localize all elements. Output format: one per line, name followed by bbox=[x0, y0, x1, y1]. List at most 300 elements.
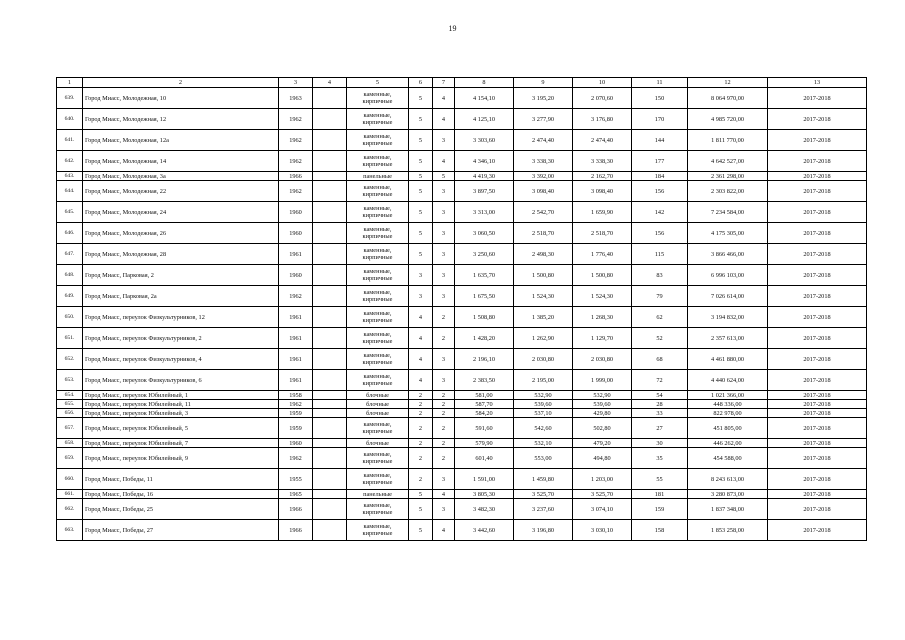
row-number-cell: 643. bbox=[57, 172, 83, 181]
floors-cell: 5 bbox=[409, 244, 433, 265]
entrances-cell: 3 bbox=[433, 244, 455, 265]
repair-cost-cell: 7 234 584,00 bbox=[688, 202, 768, 223]
wall-material-cell: панельные bbox=[347, 172, 409, 181]
total-area-cell: 3 060,50 bbox=[455, 223, 514, 244]
total-area-cell: 2 196,10 bbox=[455, 349, 514, 370]
col-4-cell bbox=[313, 448, 347, 469]
floors-cell: 4 bbox=[409, 307, 433, 328]
address-cell: Город Миасс, Победы, 16 bbox=[83, 490, 279, 499]
address-cell: Город Миасс, Молодежная, 12а bbox=[83, 130, 279, 151]
wall-material-cell: каменные, кирпичные bbox=[347, 469, 409, 490]
repair-cost-cell: 1 021 366,00 bbox=[688, 391, 768, 400]
year-built-cell: 1962 bbox=[279, 151, 313, 172]
entrances-cell: 2 bbox=[433, 328, 455, 349]
total-area-cell: 4 419,30 bbox=[455, 172, 514, 181]
entrances-cell: 4 bbox=[433, 88, 455, 109]
living-area-cell: 3 195,20 bbox=[514, 88, 573, 109]
floors-cell: 4 bbox=[409, 328, 433, 349]
residential-area-cell: 494,80 bbox=[573, 448, 632, 469]
total-area-cell: 581,00 bbox=[455, 391, 514, 400]
wall-material-cell: каменные, кирпичные bbox=[347, 109, 409, 130]
entrances-cell: 3 bbox=[433, 265, 455, 286]
table-row bbox=[57, 109, 867, 130]
total-area-cell: 584,20 bbox=[455, 409, 514, 418]
col-4-cell bbox=[313, 349, 347, 370]
col-4-cell bbox=[313, 400, 347, 409]
repair-period-cell: 2017-2018 bbox=[768, 349, 867, 370]
address-cell: Город Миасс, переулок Юбилейный, 7 bbox=[83, 439, 279, 448]
housing-register-table bbox=[56, 77, 867, 541]
total-area-cell: 579,90 bbox=[455, 439, 514, 448]
repair-period-cell: 2017-2018 bbox=[768, 265, 867, 286]
page-number: 19 bbox=[448, 24, 457, 33]
address-cell: Город Миасс, Победы, 25 bbox=[83, 499, 279, 520]
wall-material-cell: каменные, кирпичные bbox=[347, 499, 409, 520]
residential-area-cell: 1 659,90 bbox=[573, 202, 632, 223]
repair-period-cell: 2017-2018 bbox=[768, 490, 867, 499]
living-area-cell: 2 542,70 bbox=[514, 202, 573, 223]
total-area-cell: 1 635,70 bbox=[455, 265, 514, 286]
total-area-cell: 591,60 bbox=[455, 418, 514, 439]
col-4-cell bbox=[313, 520, 347, 541]
row-number-cell: 657. bbox=[57, 418, 83, 439]
column-header: 1 bbox=[57, 78, 83, 88]
wall-material-cell: каменные, кирпичные bbox=[347, 448, 409, 469]
entrances-cell: 3 bbox=[433, 223, 455, 244]
year-built-cell: 1960 bbox=[279, 223, 313, 244]
year-built-cell: 1960 bbox=[279, 202, 313, 223]
residents-cell: 62 bbox=[632, 307, 688, 328]
row-number-cell: 658. bbox=[57, 439, 83, 448]
row-number-cell: 641. bbox=[57, 130, 83, 151]
year-built-cell: 1961 bbox=[279, 244, 313, 265]
total-area-cell: 1 508,80 bbox=[455, 307, 514, 328]
repair-period-cell: 2017-2018 bbox=[768, 202, 867, 223]
entrances-cell: 4 bbox=[433, 520, 455, 541]
wall-material-cell: каменные, кирпичные bbox=[347, 151, 409, 172]
table-row bbox=[57, 286, 867, 307]
total-area-cell: 4 125,10 bbox=[455, 109, 514, 130]
address-cell: Город Миасс, Молодежная, 12 bbox=[83, 109, 279, 130]
residential-area-cell: 3 525,70 bbox=[573, 490, 632, 499]
row-number-cell: 654. bbox=[57, 391, 83, 400]
repair-period-cell: 2017-2018 bbox=[768, 418, 867, 439]
row-number-cell: 661. bbox=[57, 490, 83, 499]
residents-cell: 142 bbox=[632, 202, 688, 223]
repair-cost-cell: 2 357 613,00 bbox=[688, 328, 768, 349]
column-header: 8 bbox=[455, 78, 514, 88]
entrances-cell: 2 bbox=[433, 439, 455, 448]
repair-period-cell: 2017-2018 bbox=[768, 448, 867, 469]
entrances-cell: 3 bbox=[433, 349, 455, 370]
living-area-cell: 1 524,30 bbox=[514, 286, 573, 307]
total-area-cell: 3 303,60 bbox=[455, 130, 514, 151]
floors-cell: 5 bbox=[409, 172, 433, 181]
year-built-cell: 1961 bbox=[279, 349, 313, 370]
total-area-cell: 2 383,50 bbox=[455, 370, 514, 391]
total-area-cell: 3 250,60 bbox=[455, 244, 514, 265]
entrances-cell: 3 bbox=[433, 370, 455, 391]
total-area-cell: 1 675,50 bbox=[455, 286, 514, 307]
residential-area-cell: 2 162,70 bbox=[573, 172, 632, 181]
total-area-cell: 3 897,50 bbox=[455, 181, 514, 202]
wall-material-cell: каменные, кирпичные bbox=[347, 244, 409, 265]
row-number-cell: 650. bbox=[57, 307, 83, 328]
living-area-cell: 3 098,40 bbox=[514, 181, 573, 202]
living-area-cell: 2 498,30 bbox=[514, 244, 573, 265]
living-area-cell: 3 196,80 bbox=[514, 520, 573, 541]
repair-cost-cell: 2 361 298,00 bbox=[688, 172, 768, 181]
living-area-cell: 1 262,90 bbox=[514, 328, 573, 349]
floors-cell: 5 bbox=[409, 520, 433, 541]
repair-cost-cell: 3 866 466,00 bbox=[688, 244, 768, 265]
table-row bbox=[57, 448, 867, 469]
residential-area-cell: 479,20 bbox=[573, 439, 632, 448]
address-cell: Город Миасс, переулок Юбилейный, 3 bbox=[83, 409, 279, 418]
year-built-cell: 1963 bbox=[279, 88, 313, 109]
repair-period-cell: 2017-2018 bbox=[768, 181, 867, 202]
year-built-cell: 1962 bbox=[279, 130, 313, 151]
total-area-cell: 587,70 bbox=[455, 400, 514, 409]
residential-area-cell: 1 999,00 bbox=[573, 370, 632, 391]
repair-period-cell: 2017-2018 bbox=[768, 499, 867, 520]
repair-cost-cell: 451 805,00 bbox=[688, 418, 768, 439]
address-cell: Город Миасс, Парковая, 2 bbox=[83, 265, 279, 286]
residents-cell: 181 bbox=[632, 490, 688, 499]
year-built-cell: 1955 bbox=[279, 469, 313, 490]
residents-cell: 79 bbox=[632, 286, 688, 307]
entrances-cell: 2 bbox=[433, 400, 455, 409]
table-row bbox=[57, 439, 867, 448]
repair-period-cell: 2017-2018 bbox=[768, 370, 867, 391]
residents-cell: 177 bbox=[632, 151, 688, 172]
row-number-cell: 660. bbox=[57, 469, 83, 490]
living-area-cell: 3 392,00 bbox=[514, 172, 573, 181]
wall-material-cell: каменные, кирпичные bbox=[347, 88, 409, 109]
address-cell: Город Миасс, Молодежная, 14 bbox=[83, 151, 279, 172]
column-header: 9 bbox=[514, 78, 573, 88]
living-area-cell: 1 459,80 bbox=[514, 469, 573, 490]
address-cell: Город Миасс, Молодежная, 26 bbox=[83, 223, 279, 244]
floors-cell: 5 bbox=[409, 181, 433, 202]
repair-period-cell: 2017-2018 bbox=[768, 223, 867, 244]
year-built-cell: 1961 bbox=[279, 307, 313, 328]
wall-material-cell: каменные, кирпичные bbox=[347, 307, 409, 328]
residents-cell: 115 bbox=[632, 244, 688, 265]
entrances-cell: 4 bbox=[433, 151, 455, 172]
col-4-cell bbox=[313, 391, 347, 400]
repair-cost-cell: 1 853 258,00 bbox=[688, 520, 768, 541]
address-cell: Город Миасс, переулок Юбилейный, 1 bbox=[83, 391, 279, 400]
wall-material-cell: блочные bbox=[347, 400, 409, 409]
table-row bbox=[57, 202, 867, 223]
address-cell: Город Миасс, Молодежная, 3а bbox=[83, 172, 279, 181]
row-number-cell: 644. bbox=[57, 181, 83, 202]
entrances-cell: 2 bbox=[433, 307, 455, 328]
entrances-cell: 3 bbox=[433, 202, 455, 223]
table-row bbox=[57, 400, 867, 409]
entrances-cell: 2 bbox=[433, 409, 455, 418]
repair-cost-cell: 7 026 614,00 bbox=[688, 286, 768, 307]
total-area-cell: 3 805,30 bbox=[455, 490, 514, 499]
repair-cost-cell: 3 280 873,00 bbox=[688, 490, 768, 499]
address-cell: Город Миасс, переулок Физкультурников, 12 bbox=[83, 307, 279, 328]
living-area-cell: 2 474,40 bbox=[514, 130, 573, 151]
floors-cell: 3 bbox=[409, 265, 433, 286]
column-header: 12 bbox=[688, 78, 768, 88]
residents-cell: 27 bbox=[632, 418, 688, 439]
living-area-cell: 3 525,70 bbox=[514, 490, 573, 499]
floors-cell: 2 bbox=[409, 391, 433, 400]
row-number-cell: 647. bbox=[57, 244, 83, 265]
total-area-cell: 4 346,10 bbox=[455, 151, 514, 172]
floors-cell: 5 bbox=[409, 490, 433, 499]
residential-area-cell: 3 074,10 bbox=[573, 499, 632, 520]
living-area-cell: 532,10 bbox=[514, 439, 573, 448]
living-area-cell: 542,60 bbox=[514, 418, 573, 439]
residential-area-cell: 1 776,40 bbox=[573, 244, 632, 265]
living-area-cell: 2 195,00 bbox=[514, 370, 573, 391]
total-area-cell: 1 428,20 bbox=[455, 328, 514, 349]
col-4-cell bbox=[313, 439, 347, 448]
wall-material-cell: каменные, кирпичные bbox=[347, 223, 409, 244]
residents-cell: 144 bbox=[632, 130, 688, 151]
entrances-cell: 5 bbox=[433, 172, 455, 181]
row-number-cell: 656. bbox=[57, 409, 83, 418]
row-number-cell: 639. bbox=[57, 88, 83, 109]
living-area-cell: 1 500,80 bbox=[514, 265, 573, 286]
address-cell: Город Миасс, Молодежная, 24 bbox=[83, 202, 279, 223]
residential-area-cell: 532,90 bbox=[573, 391, 632, 400]
entrances-cell: 3 bbox=[433, 499, 455, 520]
floors-cell: 2 bbox=[409, 469, 433, 490]
column-header: 4 bbox=[313, 78, 347, 88]
floors-cell: 5 bbox=[409, 499, 433, 520]
table-row bbox=[57, 490, 867, 499]
living-area-cell: 3 338,30 bbox=[514, 151, 573, 172]
residential-area-cell: 2 030,80 bbox=[573, 349, 632, 370]
entrances-cell: 4 bbox=[433, 109, 455, 130]
repair-period-cell: 2017-2018 bbox=[768, 469, 867, 490]
year-built-cell: 1961 bbox=[279, 370, 313, 391]
year-built-cell: 1959 bbox=[279, 409, 313, 418]
table-row bbox=[57, 349, 867, 370]
total-area-cell: 3 442,60 bbox=[455, 520, 514, 541]
repair-period-cell: 2017-2018 bbox=[768, 328, 867, 349]
table-row bbox=[57, 520, 867, 541]
wall-material-cell: панельные bbox=[347, 490, 409, 499]
floors-cell: 2 bbox=[409, 418, 433, 439]
row-number-cell: 649. bbox=[57, 286, 83, 307]
row-number-cell: 645. bbox=[57, 202, 83, 223]
residential-area-cell: 539,60 bbox=[573, 400, 632, 409]
residents-cell: 30 bbox=[632, 439, 688, 448]
living-area-cell: 553,00 bbox=[514, 448, 573, 469]
total-area-cell: 4 154,10 bbox=[455, 88, 514, 109]
table-row bbox=[57, 499, 867, 520]
repair-cost-cell: 8 064 970,00 bbox=[688, 88, 768, 109]
total-area-cell: 601,40 bbox=[455, 448, 514, 469]
col-4-cell bbox=[313, 370, 347, 391]
table-row bbox=[57, 151, 867, 172]
address-cell: Город Миасс, Победы, 11 bbox=[83, 469, 279, 490]
entrances-cell: 3 bbox=[433, 469, 455, 490]
residents-cell: 156 bbox=[632, 223, 688, 244]
col-4-cell bbox=[313, 418, 347, 439]
residential-area-cell: 1 268,30 bbox=[573, 307, 632, 328]
entrances-cell: 4 bbox=[433, 490, 455, 499]
floors-cell: 5 bbox=[409, 109, 433, 130]
repair-period-cell: 2017-2018 bbox=[768, 400, 867, 409]
residential-area-cell: 2 474,40 bbox=[573, 130, 632, 151]
wall-material-cell: блочные bbox=[347, 409, 409, 418]
col-4-cell bbox=[313, 307, 347, 328]
repair-period-cell: 2017-2018 bbox=[768, 307, 867, 328]
floors-cell: 2 bbox=[409, 400, 433, 409]
wall-material-cell: каменные, кирпичные bbox=[347, 349, 409, 370]
row-number-cell: 662. bbox=[57, 499, 83, 520]
wall-material-cell: каменные, кирпичные bbox=[347, 520, 409, 541]
col-4-cell bbox=[313, 202, 347, 223]
residents-cell: 28 bbox=[632, 400, 688, 409]
residents-cell: 156 bbox=[632, 181, 688, 202]
residential-area-cell: 1 203,00 bbox=[573, 469, 632, 490]
year-built-cell: 1960 bbox=[279, 265, 313, 286]
total-area-cell: 3 482,30 bbox=[455, 499, 514, 520]
living-area-cell: 3 277,90 bbox=[514, 109, 573, 130]
floors-cell: 4 bbox=[409, 370, 433, 391]
residential-area-cell: 3 098,40 bbox=[573, 181, 632, 202]
year-built-cell: 1959 bbox=[279, 418, 313, 439]
table-row bbox=[57, 181, 867, 202]
residential-area-cell: 3 176,80 bbox=[573, 109, 632, 130]
living-area-cell: 532,90 bbox=[514, 391, 573, 400]
year-built-cell: 1958 bbox=[279, 391, 313, 400]
col-4-cell bbox=[313, 223, 347, 244]
address-cell: Город Миасс, переулок Физкультурников, 2 bbox=[83, 328, 279, 349]
table-row bbox=[57, 391, 867, 400]
row-number-cell: 648. bbox=[57, 265, 83, 286]
residential-area-cell: 1 500,80 bbox=[573, 265, 632, 286]
wall-material-cell: каменные, кирпичные bbox=[347, 328, 409, 349]
repair-period-cell: 2017-2018 bbox=[768, 109, 867, 130]
repair-cost-cell: 4 461 880,00 bbox=[688, 349, 768, 370]
address-cell: Город Миасс, переулок Физкультурников, 4 bbox=[83, 349, 279, 370]
address-cell: Город Миасс, Молодежная, 10 bbox=[83, 88, 279, 109]
residential-area-cell: 2 518,70 bbox=[573, 223, 632, 244]
residents-cell: 159 bbox=[632, 499, 688, 520]
col-4-cell bbox=[313, 490, 347, 499]
repair-cost-cell: 1 811 770,00 bbox=[688, 130, 768, 151]
repair-cost-cell: 8 243 613,00 bbox=[688, 469, 768, 490]
residential-area-cell: 3 030,10 bbox=[573, 520, 632, 541]
row-number-cell: 663. bbox=[57, 520, 83, 541]
living-area-cell: 3 237,60 bbox=[514, 499, 573, 520]
wall-material-cell: каменные, кирпичные bbox=[347, 130, 409, 151]
address-cell: Город Миасс, Победы, 27 bbox=[83, 520, 279, 541]
row-number-cell: 642. bbox=[57, 151, 83, 172]
entrances-cell: 2 bbox=[433, 448, 455, 469]
repair-cost-cell: 4 175 305,00 bbox=[688, 223, 768, 244]
residents-cell: 184 bbox=[632, 172, 688, 181]
address-cell: Город Миасс, переулок Юбилейный, 5 bbox=[83, 418, 279, 439]
col-4-cell bbox=[313, 409, 347, 418]
residents-cell: 55 bbox=[632, 469, 688, 490]
row-number-cell: 659. bbox=[57, 448, 83, 469]
column-header: 6 bbox=[409, 78, 433, 88]
address-cell: Город Миасс, переулок Юбилейный, 9 bbox=[83, 448, 279, 469]
column-header: 13 bbox=[768, 78, 867, 88]
col-4-cell bbox=[313, 328, 347, 349]
wall-material-cell: каменные, кирпичные bbox=[347, 181, 409, 202]
year-built-cell: 1966 bbox=[279, 172, 313, 181]
residential-area-cell: 502,80 bbox=[573, 418, 632, 439]
residents-cell: 150 bbox=[632, 88, 688, 109]
table-row bbox=[57, 223, 867, 244]
column-header: 11 bbox=[632, 78, 688, 88]
column-number-header bbox=[57, 78, 867, 88]
column-header: 3 bbox=[279, 78, 313, 88]
year-built-cell: 1962 bbox=[279, 448, 313, 469]
residents-cell: 170 bbox=[632, 109, 688, 130]
floors-cell: 4 bbox=[409, 349, 433, 370]
repair-cost-cell: 4 642 527,00 bbox=[688, 151, 768, 172]
entrances-cell: 3 bbox=[433, 130, 455, 151]
year-built-cell: 1960 bbox=[279, 439, 313, 448]
living-area-cell: 2 518,70 bbox=[514, 223, 573, 244]
residents-cell: 72 bbox=[632, 370, 688, 391]
col-4-cell bbox=[313, 88, 347, 109]
col-4-cell bbox=[313, 244, 347, 265]
column-header: 10 bbox=[573, 78, 632, 88]
table-row bbox=[57, 130, 867, 151]
repair-period-cell: 2017-2018 bbox=[768, 130, 867, 151]
repair-period-cell: 2017-2018 bbox=[768, 151, 867, 172]
repair-period-cell: 2017-2018 bbox=[768, 409, 867, 418]
col-4-cell bbox=[313, 265, 347, 286]
residents-cell: 54 bbox=[632, 391, 688, 400]
year-built-cell: 1965 bbox=[279, 490, 313, 499]
floors-cell: 5 bbox=[409, 202, 433, 223]
address-cell: Город Миасс, Парковая, 2а bbox=[83, 286, 279, 307]
repair-cost-cell: 4 985 720,00 bbox=[688, 109, 768, 130]
table-row bbox=[57, 307, 867, 328]
wall-material-cell: каменные, кирпичные bbox=[347, 265, 409, 286]
row-number-cell: 646. bbox=[57, 223, 83, 244]
year-built-cell: 1962 bbox=[279, 286, 313, 307]
living-area-cell: 2 030,80 bbox=[514, 349, 573, 370]
repair-cost-cell: 6 996 103,00 bbox=[688, 265, 768, 286]
residential-area-cell: 2 070,60 bbox=[573, 88, 632, 109]
repair-cost-cell: 1 837 348,00 bbox=[688, 499, 768, 520]
row-number-cell: 652. bbox=[57, 349, 83, 370]
year-built-cell: 1961 bbox=[279, 328, 313, 349]
residential-area-cell: 1 524,30 bbox=[573, 286, 632, 307]
floors-cell: 3 bbox=[409, 286, 433, 307]
floors-cell: 2 bbox=[409, 448, 433, 469]
table-row bbox=[57, 172, 867, 181]
address-cell: Город Миасс, переулок Физкультурников, 6 bbox=[83, 370, 279, 391]
repair-period-cell: 2017-2018 bbox=[768, 244, 867, 265]
column-header: 5 bbox=[347, 78, 409, 88]
floors-cell: 5 bbox=[409, 223, 433, 244]
address-cell: Город Миасс, переулок Юбилейный, 11 bbox=[83, 400, 279, 409]
address-cell: Город Миасс, Молодежная, 28 bbox=[83, 244, 279, 265]
repair-period-cell: 2017-2018 bbox=[768, 286, 867, 307]
residential-area-cell: 3 338,30 bbox=[573, 151, 632, 172]
wall-material-cell: каменные, кирпичные bbox=[347, 418, 409, 439]
floors-cell: 5 bbox=[409, 88, 433, 109]
